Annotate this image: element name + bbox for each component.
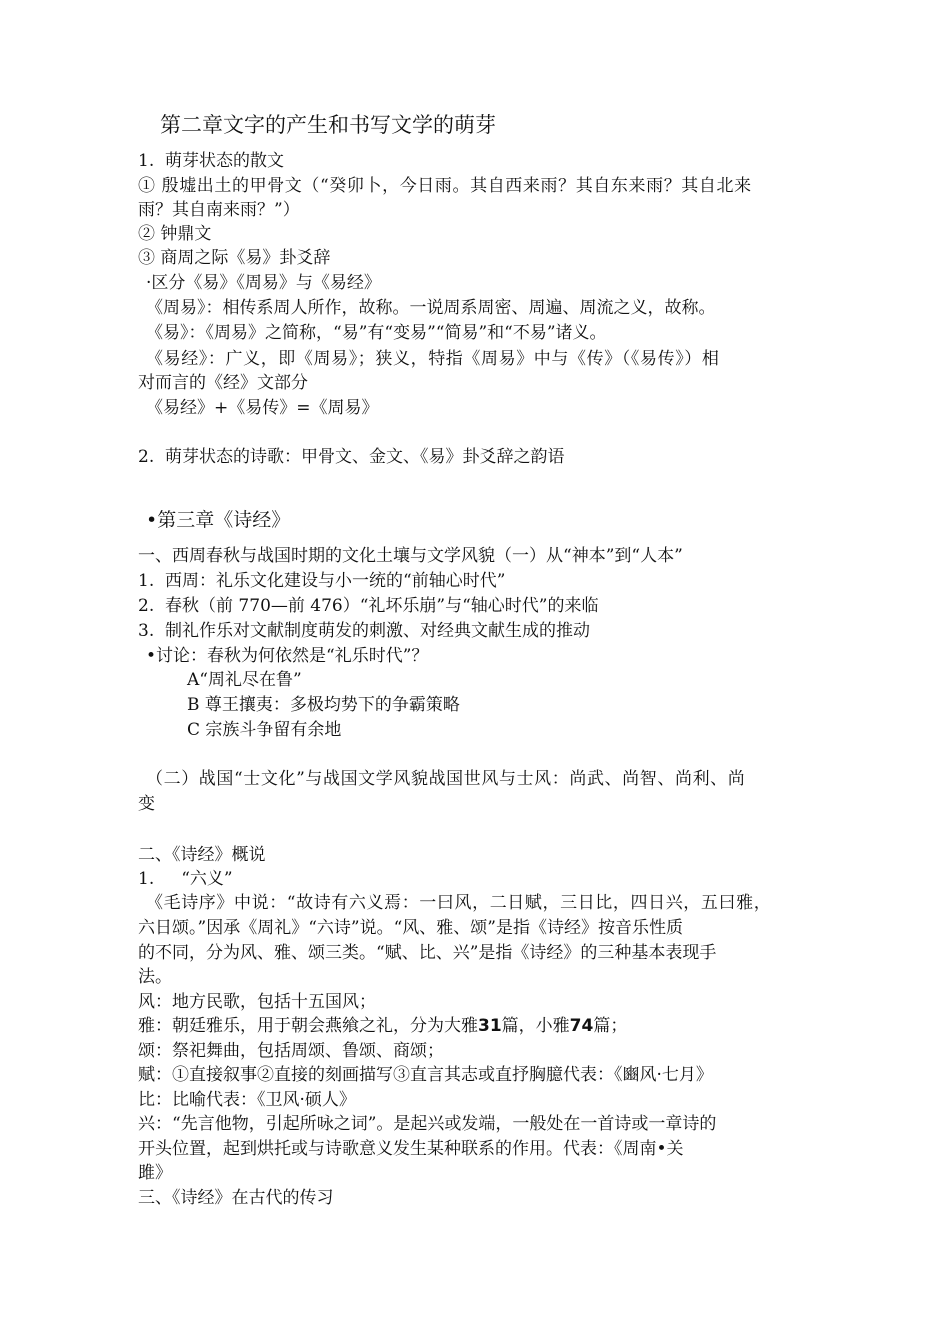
part-two-line1: （二）战国“士文化”与战国文学风貌战国世风与士风：尚武、尚智、尚利、尚	[146, 769, 746, 789]
yijing-definition-line1: 《易经》：广义，即《周易》；狭义，特指《周易》中与《传》（《易传》）相	[146, 349, 720, 369]
item-oracle-bone-line1: ① 殷墟出土的甲骨文（“癸卯卜，今日雨。其自西来雨？其自东来雨？其自北来	[138, 176, 752, 196]
zhouyi-definition: 《周易》：相传系周人所作，故称。一说周系周密、周遍、周流之义，故称。	[146, 298, 716, 318]
xing-definition-line1: 兴：“先言他物，引起所咏之词”。是起兴或发端，一般处在一首诗或一章诗的	[138, 1114, 717, 1134]
chapter-three-title: •第三章《诗经》	[146, 509, 291, 531]
ya-text-end: 篇；	[593, 1016, 628, 1036]
ya-text-start: 雅：朝廷雅乐，用于朝会燕飨之礼，分为大雅	[138, 1016, 478, 1036]
maoshi-preface-line3: 的不同，分为风、雅、颂三类。“赋、比、兴”是指《诗经》的三种基本表现手	[138, 943, 717, 963]
shijing-overview-heading: 二、《诗经》概说	[138, 845, 266, 865]
part-one-point1: 1. 西周：礼乐文化建设与小一统的“前轴心时代”	[138, 571, 506, 591]
feng-definition: 风：地方民歌，包括十五国风；	[138, 992, 376, 1012]
yi-formula: 《易经》+《易传》=《周易》	[146, 398, 379, 418]
ya-definition	[138, 1015, 627, 1037]
part-one-point3: 3. 制礼作乐对文献制度萌发的刺激、对经典文献生成的推动	[138, 621, 591, 641]
answer-option-b: B 尊王攘夷：多极均势下的争霸策略	[187, 695, 460, 715]
ya-text-middle: 篇，小雅	[501, 1016, 570, 1036]
part-one-heading: 一、西周春秋与战国时期的文化土壤与文学风貌（一）从“神本”到“人本”	[138, 546, 683, 566]
xing-definition-line2: 开头位置，起到烘托或与诗歌意义发生某种联系的作用。代表：《周南•关	[138, 1139, 684, 1159]
yijing-definition-line2: 对而言的《经》文部分	[138, 373, 308, 393]
discussion-question: •讨论：春秋为何依然是“礼乐时代”？	[146, 646, 429, 666]
xiaoya-count: 74	[569, 1016, 594, 1036]
maoshi-preface-line1: 《毛诗序》中说：“故诗有六义焉：一曰风，二日赋，三日比，四日兴，五曰雅，	[146, 893, 772, 913]
fu-definition: 赋：①直接叙事②直接的刻画描写③直言其志或直抒胸臆代表：《豳风·七月》	[138, 1065, 713, 1085]
song-definition: 颂：祭祀舞曲，包括周颂、鲁颂、商颂；	[138, 1041, 444, 1061]
bi-definition: 比：比喻代表：《卫风·硕人》	[138, 1090, 356, 1110]
answer-option-a: A“周礼尽在鲁”	[187, 670, 302, 690]
yi-definition: 《易》：《周易》之简称，“易”有“变易”“简易”和“不易”诸义。	[146, 323, 607, 343]
item-oracle-bone-line2: 雨？其自南来雨？”）	[138, 200, 300, 220]
transmission-heading: 三、《诗经》在古代的传习	[138, 1188, 334, 1208]
six-principles-heading: 1. “六义”	[138, 869, 233, 889]
part-one-point2: 2. 春秋（前 770—前 476）“礼坏乐崩”与“轴心时代”的来临	[138, 596, 599, 616]
distinguish-heading: ·区分《易》《周易》与《易经》	[146, 273, 381, 293]
maoshi-preface-line2: 六日颂。”因承《周礼》“六诗”说。“风、雅、颂”是指《诗经》按音乐性质	[138, 918, 683, 938]
section-prose-heading: 1. 萌芽状态的散文	[138, 151, 285, 171]
maoshi-preface-line4: 法。	[138, 967, 172, 987]
item-yi-divination: ③ 商周之际《易》卦爻辞	[138, 248, 331, 268]
part-two-line2: 变	[138, 794, 155, 814]
daya-count: 31	[478, 1016, 502, 1036]
answer-option-c: C 宗族斗争留有余地	[187, 720, 342, 740]
xing-definition-line3: 雎》	[138, 1163, 172, 1183]
item-bronze-inscription: ② 钟鼎文	[138, 224, 212, 244]
chapter-two-title: 第二章文字的产生和书写文学的萌芽	[160, 113, 496, 137]
section-poetry-heading: 2. 萌芽状态的诗歌：甲骨文、金文、《易》卦爻辞之韵语	[138, 447, 565, 467]
